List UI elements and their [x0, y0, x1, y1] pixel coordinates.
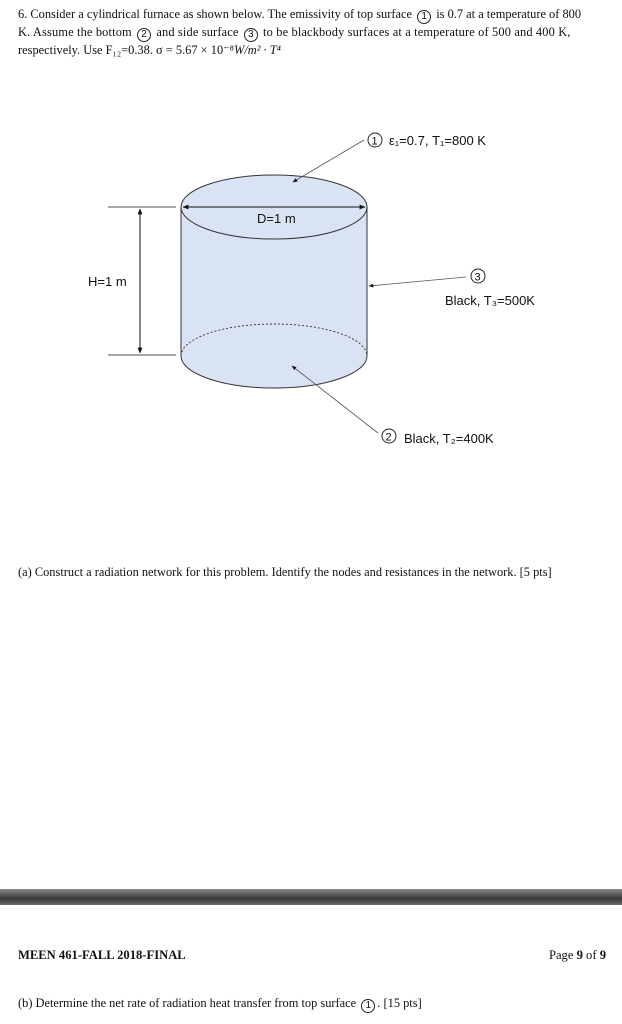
top-surface-label: ε₁=0.7, T₁=800 K	[389, 133, 486, 148]
surface-2-marker: 2	[137, 28, 151, 42]
question-b-points: . [15 pts]	[377, 996, 422, 1010]
surface-1-marker: 1	[361, 999, 375, 1013]
question-b-text: (b) Determine the net rate of radiation heat transfer from top surface	[18, 996, 357, 1010]
problem-statement	[18, 6, 620, 58]
problem-text: 6. Consider a cylindrical furnace as shown below. The emissivity of top surface	[18, 7, 412, 21]
surface-1-marker: 1	[417, 10, 431, 24]
bottom-surface-number: 2	[385, 431, 392, 444]
question-b	[18, 996, 422, 1013]
problem-text: respectively. Use F₁₂=0.38. σ = 5.67 × 10⁻⁸	[18, 43, 234, 57]
of-word: of	[586, 948, 597, 962]
page-current: 9	[576, 948, 583, 962]
furnace-diagram	[0, 100, 622, 490]
problem-line-1	[18, 6, 620, 24]
side-surface-number: 3	[474, 271, 481, 284]
course-footer: MEEN 461-FALL 2018-FINAL	[18, 948, 186, 962]
page-number	[549, 948, 606, 963]
surface-3-marker: 3	[244, 28, 258, 42]
bottom-surface-label: Black, T₂=400K	[404, 431, 494, 446]
problem-text: K. Assume the bottom	[18, 25, 132, 39]
diameter-label: D=1 m	[257, 211, 296, 226]
problem-text: to be blackbody surfaces at a temperature of 500 and 400 K,	[263, 25, 571, 39]
top-surface-number: 1	[371, 135, 378, 148]
problem-line-3	[18, 42, 620, 58]
page-word: Page	[548, 948, 574, 962]
side-surface-label: Black, T₃=500K	[445, 293, 535, 308]
problem-text: and side surface	[156, 25, 239, 39]
page-total: 9	[599, 948, 606, 962]
top-surface-leader	[293, 140, 364, 182]
question-a: (a) Construct a radiation network for this problem. Identify the nodes and resistances in the network. [5 pts]	[18, 565, 552, 579]
problem-line-2	[18, 24, 620, 42]
sigma-units: W/m² · T⁴	[234, 43, 281, 57]
page-break-band	[0, 889, 622, 905]
height-label: H=1 m	[88, 274, 127, 289]
problem-text: is 0.7 at a temperature of 800	[436, 7, 582, 21]
side-surface-leader	[369, 277, 466, 286]
